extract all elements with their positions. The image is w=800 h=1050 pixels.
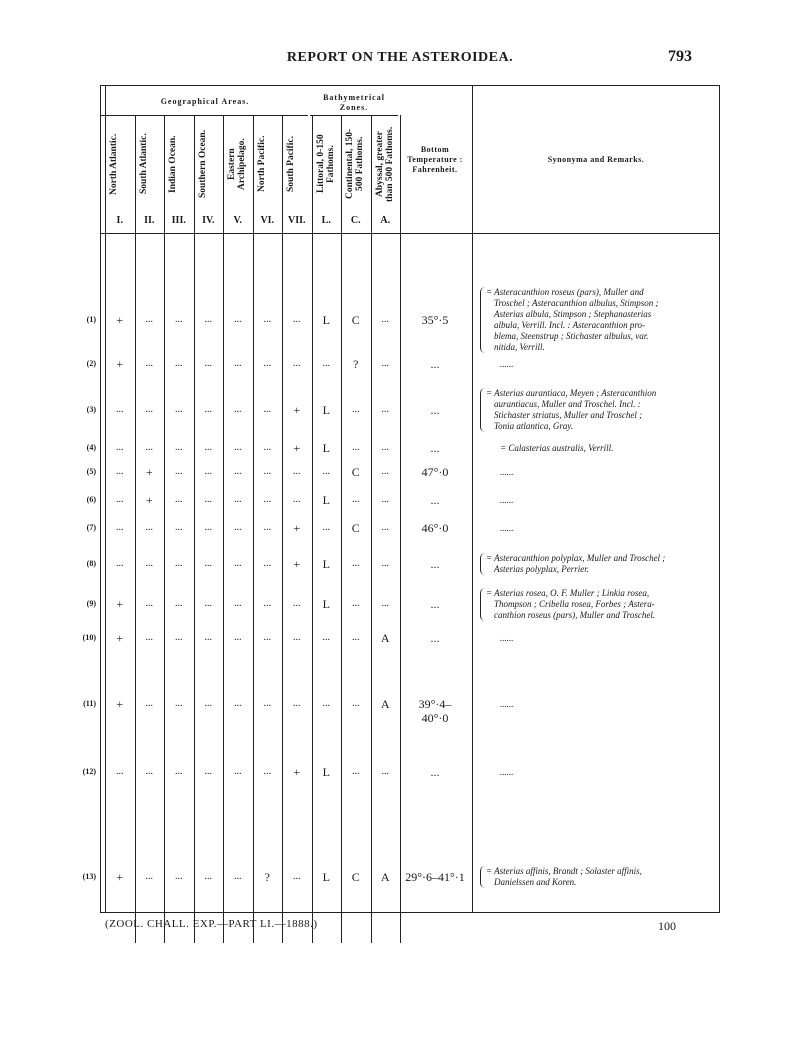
table-cell: ... [116, 558, 124, 569]
synonym-line: ...... [500, 699, 514, 709]
bathymetrical-zones-heading: Bathymetrical Zones. [323, 93, 385, 112]
table-cell: ... [352, 558, 360, 569]
synonym-line: Danielssen and Koren. [494, 877, 577, 887]
table-cell: ... [145, 598, 153, 609]
row-number: (8) [86, 559, 96, 568]
row-number: (3) [86, 405, 96, 414]
table-cell: ... [234, 314, 242, 325]
temperature-cell: ... [430, 357, 440, 371]
table-cell: ... [352, 494, 360, 505]
table-cell: ... [175, 404, 183, 415]
data-table [82, 85, 720, 913]
synonyms-heading: Synonyma and Remarks. [547, 155, 645, 164]
table-cell: ... [293, 598, 301, 609]
table-cell: ... [263, 404, 271, 415]
table-cell: ... [116, 466, 124, 477]
table-cell: L [322, 557, 330, 571]
page-number: 793 [668, 48, 692, 65]
table-cell: C [351, 465, 360, 479]
table-cell: ... [263, 494, 271, 505]
table-cell: ... [204, 558, 212, 569]
synonym-line: ...... [500, 633, 514, 643]
temperature-column-rule [472, 85, 473, 913]
table-cell: ... [234, 698, 242, 709]
table-cell: + [145, 465, 153, 479]
column-heading: South Atlantic. [138, 133, 149, 195]
footer-left: (ZOOL. CHALL. EXP.—PART LI.—1888.) [105, 918, 318, 930]
table-cell: ? [353, 357, 359, 371]
table-cell: ... [175, 698, 183, 709]
bathy-group-rule [310, 115, 398, 116]
synonym-line: Thompson ; Cribella rosea, Forbes ; Astera- [494, 598, 655, 609]
table-cell: ... [322, 522, 330, 533]
column-roman-numeral: A. [380, 215, 391, 226]
temperature-cell: 46°·0 [421, 521, 449, 535]
table-cell: ... [263, 632, 271, 643]
table-cell: ... [204, 522, 212, 533]
table-cell: ... [204, 766, 212, 777]
synonym-brace [480, 866, 485, 888]
synonym-text [500, 767, 728, 778]
table-cell: ... [352, 404, 360, 415]
temperature-cell: 47°·0 [421, 465, 449, 479]
table-cell: ... [263, 558, 271, 569]
row-number: (12) [82, 767, 96, 776]
table-cell: ... [352, 698, 360, 709]
synonym-text [500, 523, 728, 534]
temperature-heading: Bottom Temperature : Fahrenheit. [407, 145, 463, 174]
table-cell: ... [322, 698, 330, 709]
synonym-line: = Asteracanthion polyplax, Muller and Troschel ; [486, 553, 666, 563]
table-cell: C [351, 313, 360, 327]
column-heading: North Pacific. [256, 135, 267, 193]
column-roman-numeral: II. [144, 215, 155, 226]
table-cell: ... [352, 442, 360, 453]
table-cell: ... [263, 598, 271, 609]
header-bottom-rule-right [398, 233, 720, 234]
synonym-line: = Asterias aurantiaca, Meyen ; Asteracanthion [486, 388, 657, 398]
table-cell: L [322, 441, 330, 455]
table-top-border [100, 85, 720, 86]
table-cell: ... [234, 404, 242, 415]
column-heading: Eastern Archipelago. [227, 138, 247, 190]
synonym-line: aurantiacus, Muller and Troschel. Incl. : [494, 399, 641, 409]
row-number: (6) [86, 495, 96, 504]
table-cell: ... [234, 442, 242, 453]
column-heading: Southern Ocean. [197, 129, 208, 199]
table-cell: ... [175, 871, 183, 882]
header-bottom-rule [100, 233, 398, 234]
table-cell: ... [175, 314, 183, 325]
table-cell: ... [145, 314, 153, 325]
column-roman-numeral: IV. [202, 215, 215, 226]
table-cell: ... [175, 558, 183, 569]
synonym-line: canthion roseus (pars), Muller and Troschel. [494, 609, 656, 620]
table-cell: ... [204, 871, 212, 882]
synonym-text [500, 495, 728, 506]
table-cell: ... [204, 466, 212, 477]
synonym-line: albula, Verrill. Incl. : Asteracanthion pro- [494, 320, 645, 330]
page-header-title: REPORT ON THE ASTEROIDEA. [286, 50, 514, 65]
row-number: (5) [86, 467, 96, 476]
synonym-line: = Asterias rosea, O. F. Muller ; Linkia rosea, [486, 587, 650, 598]
table-cell: ... [293, 466, 301, 477]
synonym-text [500, 633, 728, 644]
table-cell: + [293, 403, 301, 417]
column-roman-numeral: VII. [287, 215, 306, 226]
table-cell: ... [293, 632, 301, 643]
row-number: (13) [82, 872, 96, 881]
table-cell: ... [381, 494, 389, 505]
table-cell: L [322, 597, 330, 611]
table-cell: L [322, 313, 330, 327]
table-cell: + [293, 441, 301, 455]
table-cell: ... [175, 632, 183, 643]
table-cell: ... [145, 404, 153, 415]
table-cell: + [116, 697, 124, 711]
table-cell: ... [352, 766, 360, 777]
synonym-line: Tonia atlantica, Gray. [494, 421, 574, 431]
table-cell: ... [234, 766, 242, 777]
table-cell: ... [234, 632, 242, 643]
table-cell: ... [175, 358, 183, 369]
column-heading: Indian Ocean. [168, 135, 178, 193]
table-cell: ... [116, 404, 124, 415]
column-roman-numeral: V. [233, 215, 242, 226]
synonym-text [486, 553, 714, 575]
synonym-line: blema, Steenstrup ; Stichaster albulus, var. [494, 331, 649, 341]
synonym-line: ...... [500, 523, 514, 533]
synonym-line: Asterias polyplax, Perrier. [494, 564, 589, 574]
table-cell: ... [204, 598, 212, 609]
synonym-text [486, 588, 714, 621]
synonym-brace [480, 388, 485, 432]
synonym-brace [480, 553, 485, 575]
table-cell: ... [175, 494, 183, 505]
synonym-line: ...... [500, 467, 514, 477]
table-bottom-border [100, 912, 720, 913]
synonym-text [500, 359, 728, 370]
row-number: (10) [82, 633, 96, 642]
table-cell: + [116, 313, 124, 327]
row-number: (4) [86, 443, 96, 452]
table-cell: ... [204, 358, 212, 369]
table-cell: ... [381, 358, 389, 369]
table-cell: ... [293, 698, 301, 709]
table-cell: ... [145, 871, 153, 882]
temperature-cell: ... [430, 765, 440, 779]
table-cell: + [116, 870, 124, 884]
synonym-line: ...... [500, 495, 514, 505]
table-cell: C [351, 521, 360, 535]
table-cell: ... [293, 871, 301, 882]
table-cell: ... [175, 598, 183, 609]
table-cell: ... [293, 314, 301, 325]
column-roman-numeral: III. [171, 215, 186, 226]
table-cell: ... [234, 358, 242, 369]
table-cell: ... [293, 358, 301, 369]
temperature-cell: ... [430, 493, 440, 507]
synonym-line: = Asteracanthion roseus (pars), Muller and [486, 287, 644, 297]
table-cell: ... [175, 522, 183, 533]
table-cell: ... [145, 558, 153, 569]
table-cell: ... [175, 442, 183, 453]
synonym-line: nitida, Verrill. [494, 342, 545, 352]
table-cell: ... [234, 871, 242, 882]
row-number: (9) [86, 599, 96, 608]
synonym-line: Stichaster striatus, Muller and Troschel ; [494, 410, 643, 420]
synonym-line: = Asterias affinis, Brandt ; Solaster affinis, [486, 866, 642, 876]
table-cell: ... [116, 766, 124, 777]
column-roman-numeral: VI. [260, 215, 275, 226]
table-cell: ... [263, 442, 271, 453]
synonym-line: Asterias albula, Stimpson ; Stephanasterias [494, 309, 652, 319]
table-cell: ... [234, 558, 242, 569]
row-number: (11) [83, 699, 96, 708]
synonym-text [500, 443, 728, 454]
table-cell: ... [381, 558, 389, 569]
table-cell: ... [145, 766, 153, 777]
table-cell: + [293, 557, 301, 571]
row-number: (1) [86, 315, 96, 324]
table-cell: L [322, 403, 330, 417]
table-cell: ... [145, 632, 153, 643]
table-cell: ... [116, 442, 124, 453]
table-cell: ... [381, 404, 389, 415]
table-cell: ... [322, 466, 330, 477]
synonym-line: Troschel ; Asteracanthion albulus, Stimpson ; [494, 298, 659, 308]
table-cell: ... [322, 358, 330, 369]
table-cell: ... [352, 632, 360, 643]
table-cell: C [351, 870, 360, 884]
table-cell: + [116, 631, 124, 645]
table-cell: ... [175, 766, 183, 777]
row-number: (7) [86, 523, 96, 532]
table-left-border [100, 85, 101, 913]
temperature-cell: 29°·6–41°·1 [405, 870, 465, 884]
table-cell: ... [293, 494, 301, 505]
table-cell: ... [204, 442, 212, 453]
geo-group-rule [100, 115, 308, 116]
table-cell: + [293, 521, 301, 535]
table-cell: ... [263, 698, 271, 709]
column-heading: Abyssal, greater than 500 Fathoms. [374, 126, 395, 202]
table-cell: + [116, 357, 124, 371]
table-cell: ... [234, 494, 242, 505]
table-cell: ... [263, 314, 271, 325]
synonym-text [486, 866, 714, 888]
table-cell: ... [381, 442, 389, 453]
table-cell: ... [116, 494, 124, 505]
column-roman-numeral: C. [350, 215, 361, 226]
table-cell: ... [381, 314, 389, 325]
table-cell: ... [352, 598, 360, 609]
synonym-text [500, 699, 728, 710]
temperature-cell: ... [430, 597, 440, 611]
synonym-line: ...... [500, 767, 514, 777]
synonym-text [486, 287, 714, 353]
footer-right: 100 [658, 919, 676, 933]
synonym-line: ...... [500, 359, 514, 369]
temperature-cell: 35°·5 [421, 313, 449, 327]
column-roman-numeral: I. [116, 215, 123, 226]
temperature-cell: 39°·4– 40°·0 [418, 697, 452, 725]
table-cell: ... [204, 404, 212, 415]
table-cell: L [322, 493, 330, 507]
table-cell: + [116, 597, 124, 611]
column-heading: Continental, 150-500 Fathoms. [345, 128, 365, 200]
temperature-cell: ... [430, 441, 440, 455]
table-cell: ... [145, 358, 153, 369]
row-number: (2) [86, 359, 96, 368]
table-cell: ... [234, 522, 242, 533]
table-cell: ... [116, 522, 124, 533]
synonym-text [500, 467, 728, 478]
temperature-cell: ... [430, 557, 440, 571]
table-cell: L [322, 870, 330, 884]
table-cell: + [293, 765, 301, 779]
synonym-text [486, 388, 714, 432]
table-cell: ... [204, 698, 212, 709]
table-cell: ... [263, 358, 271, 369]
table-cell: ... [381, 522, 389, 533]
column-roman-numeral: L. [321, 215, 331, 226]
geographical-areas-heading: Geographical Areas. [160, 97, 250, 106]
temperature-cell: ... [430, 631, 440, 645]
synonym-line: = Calasterias australis, Verrill. [500, 443, 614, 453]
column-heading: Littoral, 0-150 Fathoms. [315, 134, 336, 194]
table-cell: ... [381, 466, 389, 477]
table-cell: ... [381, 598, 389, 609]
table-cell: ... [145, 698, 153, 709]
synonym-brace [480, 588, 485, 621]
table-cell: L [322, 765, 330, 779]
table-cell: ... [381, 766, 389, 777]
table-cell: ... [145, 442, 153, 453]
table-cell: ... [175, 466, 183, 477]
synonym-brace [480, 287, 485, 353]
table-cell: ... [263, 522, 271, 533]
table-cell: ... [322, 632, 330, 643]
table-cell: ... [204, 494, 212, 505]
table-cell: A [380, 870, 390, 884]
table-cell: A [380, 697, 390, 711]
table-cell: + [145, 493, 153, 507]
table-cell: ... [263, 766, 271, 777]
column-heading: South Pacific. [286, 136, 296, 192]
table-cell: ... [234, 466, 242, 477]
table-cell: ... [145, 522, 153, 533]
temperature-cell: ... [430, 403, 440, 417]
table-cell: ... [204, 314, 212, 325]
table-cell: A [380, 631, 390, 645]
table-cell: ? [264, 870, 270, 884]
table-cell: ... [204, 632, 212, 643]
column-heading: North Atlantic. [109, 133, 119, 195]
table-cell: ... [263, 466, 271, 477]
table-cell: ... [234, 598, 242, 609]
